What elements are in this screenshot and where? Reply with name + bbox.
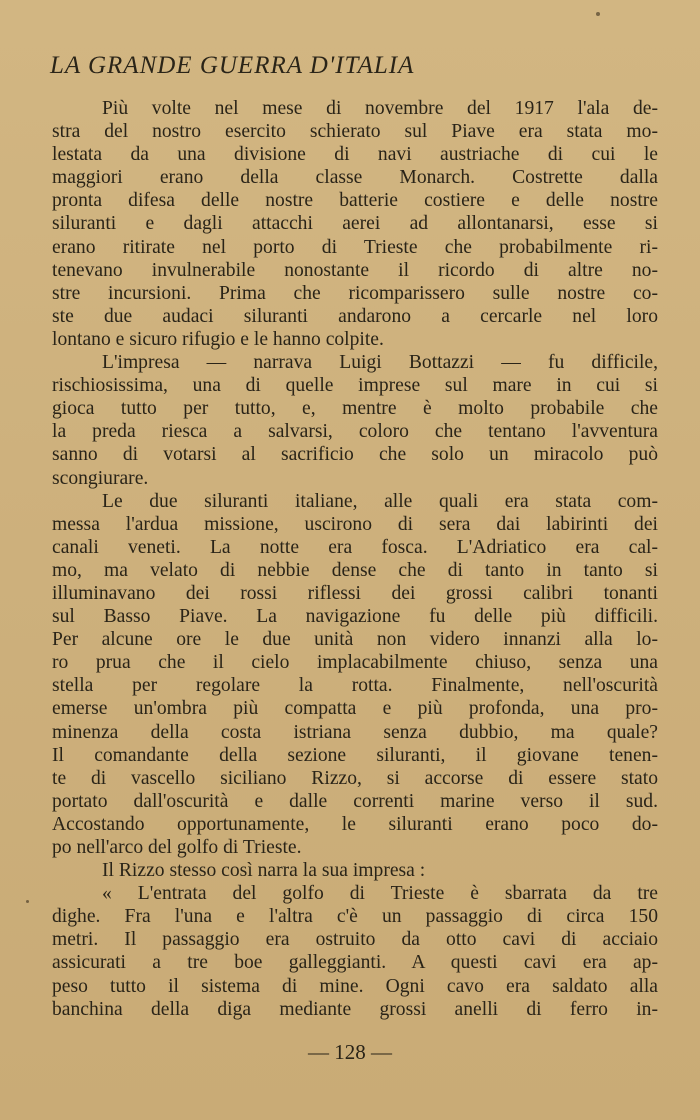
text-line: sanno di votarsi al sacrificio che solo un miracolo può [52,444,658,466]
text-line: Il Rizzo stesso così narra la sua impresa : [102,860,426,882]
text-line: assicurati a tre boe galleggianti. A questi cavi era ap- [52,952,658,974]
text-line: erano ritirate nel porto di Trieste che probabilmente ri- [52,236,658,258]
ink-speck [596,12,600,16]
text-line: scongiurare. [52,467,149,489]
text-line: ste due audaci siluranti andarono a cercarle nel loro [52,305,658,327]
text-line: pronta difesa delle nostre batterie costiere e delle nostre [52,190,658,212]
text-line: rischiosissima, una di quelle imprese sul mare in cui si [52,375,658,397]
ink-speck [26,900,29,903]
text-line: L'impresa — narrava Luigi Bottazzi — fu difficile, [102,352,658,374]
text-line: stra del nostro esercito schierato sul Piave era stata mo- [52,121,658,143]
text-line: siluranti e dagli attacchi aerei ad allontanarsi, esse si [52,213,658,235]
text-line: emerse un'ombra più compatta e più profonda, una pro- [52,698,658,720]
text-line: metri. Il passaggio era ostruito da otto cavi di acciaio [52,929,658,951]
text-line: ro prua che il cielo implacabilmente chiuso, senza una [52,652,658,674]
text-line: Le due siluranti italiane, alle quali era stata com- [102,490,658,512]
text-line: gioca tutto per tutto, e, mentre è molto probabile che [52,398,658,420]
text-line: Il comandante della sezione siluranti, il giovane tenen- [52,744,658,766]
text-line: Più volte nel mese di novembre del 1917 l'ala de- [102,98,658,119]
text-line: banchina della diga mediante grossi anelli di ferro in- [52,998,658,1020]
text-line: minenza della costa istriana senza dubbio, ma quale? [52,721,658,743]
text-line: messa l'ardua missione, uscirono di sera dai labirinti dei [52,513,658,535]
text-line: peso tutto il sistema di mine. Ogni cavo era saldato alla [52,975,658,997]
text-line: lontano e sicuro rifugio e le hanno colpite. [52,328,384,350]
text-line: stre incursioni. Prima che ricomparissero sulle nostre co- [52,282,658,304]
text-line: te di vascello siciliano Rizzo, si accorse di essere stato [52,767,658,789]
text-line: stella per regolare la rotta. Finalmente, nell'oscurità [52,675,658,697]
running-head: LA GRANDE GUERRA D'ITALIA [50,52,415,79]
text-line: canali veneti. La notte era fosca. L'Adriatico era cal- [52,536,658,558]
text-line: tenevano invulnerabile nonostante il ricordo di altre no- [52,259,658,281]
text-line: illuminavano dei rossi riflessi dei grossi calibri tonanti [52,582,658,604]
text-line: lestata da una divisione di navi austriache di cui le [52,144,658,166]
text-line: maggiori erano della classe Monarch. Costrette dalla [52,167,658,189]
text-line: po nell'arco del golfo di Trieste. [52,837,302,858]
text-line: portato dall'oscurità e dalle correnti marine verso il sud. [52,790,658,812]
body-text [52,97,658,1021]
text-line: Per alcune ore le due unità non videro innanzi alla lo- [52,629,658,651]
text-line: la preda riesca a salvarsi, coloro che tentano l'avventura [52,421,658,443]
page-number: — 128 — [308,1040,392,1064]
text-line: mo, ma velato di nebbie dense che di tanto in tanto si [52,559,658,581]
text-line: sul Basso Piave. La navigazione fu delle più difficili. [52,606,658,628]
text-line: dighe. Fra l'una e l'altra c'è un passaggio di circa 150 [52,906,658,928]
text-line: « L'entrata del golfo di Trieste è sbarrata da tre [102,883,658,905]
text-line: Accostando opportunamente, le siluranti erano poco do- [52,813,658,835]
